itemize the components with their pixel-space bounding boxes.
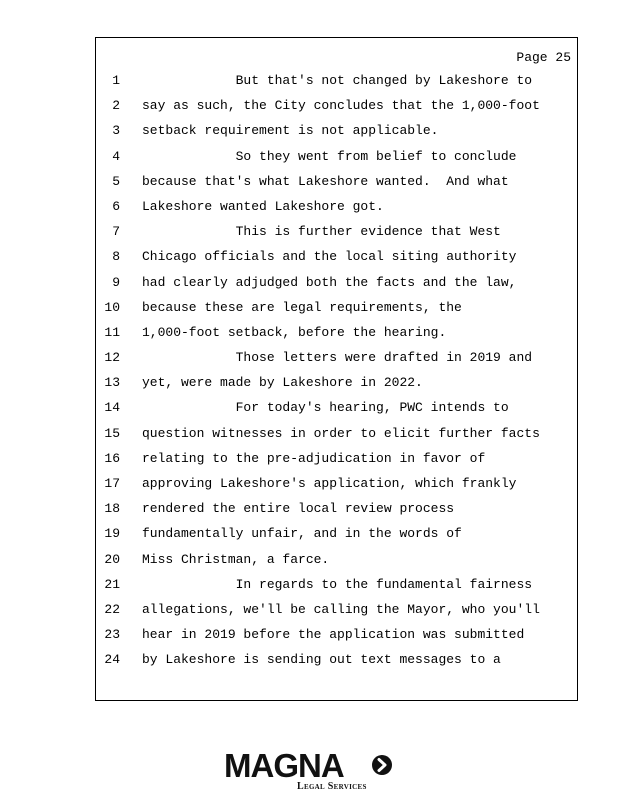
line-text: 1,000-foot setback, before the hearing.	[142, 324, 447, 340]
line-number: 9	[112, 274, 120, 290]
line-text: This is further evidence that West	[142, 224, 501, 240]
line-number: 24	[104, 652, 120, 668]
transcript-line	[96, 224, 577, 249]
transcript-line	[96, 602, 577, 627]
transcript-line	[96, 501, 577, 526]
transcript-line	[96, 325, 577, 350]
line-number: 11	[104, 324, 120, 340]
line-number: 3	[112, 123, 120, 139]
line-text: say as such, the City concludes that the 1,000-foot	[142, 98, 540, 114]
transcript-line	[96, 552, 577, 577]
line-text: question witnesses in order to elicit further facts	[142, 425, 540, 441]
line-text: Those letters were drafted in 2019 and	[142, 350, 533, 366]
line-text: approving Lakeshore's application, which frankly	[142, 476, 517, 491]
line-number: 20	[104, 551, 120, 567]
line-text: So they went from belief to conclude	[142, 148, 517, 164]
line-number: 21	[104, 576, 120, 592]
line-text: Miss Christman, a farce.	[142, 551, 330, 567]
line-number: 2	[112, 98, 120, 114]
transcript-line	[96, 476, 577, 501]
line-text: rendered the entire local review process	[142, 501, 455, 517]
line-number: 7	[112, 224, 120, 240]
transcript-line	[96, 577, 577, 602]
transcript-line	[96, 149, 577, 174]
transcript-line	[96, 400, 577, 425]
logo-wordmark: MAGNA	[224, 747, 344, 784]
line-number: 6	[112, 198, 120, 214]
line-text: In regards to the fundamental fairness	[142, 576, 533, 592]
line-number: 18	[104, 501, 120, 517]
line-number: 16	[104, 450, 120, 466]
transcript-line	[96, 451, 577, 476]
line-number: 5	[112, 173, 120, 189]
line-text: fundamentally unfair, and in the words of	[142, 526, 462, 542]
line-text: yet, were made by Lakeshore in 2022.	[142, 375, 423, 391]
transcript-line	[96, 123, 577, 148]
transcript-line	[96, 98, 577, 123]
transcript-line	[96, 652, 577, 677]
transcript-lines	[96, 73, 577, 678]
line-number: 22	[104, 601, 120, 617]
transcript-line	[96, 249, 577, 274]
line-number: 15	[104, 425, 120, 441]
logo-subtitle: Legal Services	[297, 781, 367, 792]
line-text: Chicago officials and the local siting authority	[142, 249, 517, 265]
line-number: 14	[104, 400, 120, 416]
line-text: setback requirement is not applicable.	[142, 123, 439, 139]
line-number: 10	[104, 299, 120, 315]
line-text: Lakeshore wanted Lakeshore got.	[142, 198, 384, 214]
transcript-page	[95, 37, 578, 701]
line-text: hear in 2019 before the application was submitted	[142, 627, 525, 643]
line-text: But that's not changed by Lakeshore to	[142, 73, 533, 88]
line-text: by Lakeshore is sending out text messages to a	[142, 652, 501, 668]
line-number: 1	[112, 73, 120, 88]
line-text: because that's what Lakeshore wanted. And what	[142, 173, 509, 189]
line-number: 12	[104, 350, 120, 366]
line-text: allegations, we'll be calling the Mayor, who you'll	[142, 601, 540, 617]
line-number: 23	[104, 627, 120, 643]
transcript-line	[96, 199, 577, 224]
line-number: 19	[104, 526, 120, 542]
line-number: 4	[112, 148, 120, 164]
magna-logo	[224, 748, 399, 794]
line-number: 8	[112, 249, 120, 265]
transcript-line	[96, 275, 577, 300]
transcript-line	[96, 300, 577, 325]
transcript-line	[96, 73, 577, 98]
transcript-line	[96, 627, 577, 652]
line-text: had clearly adjudged both the facts and the law,	[142, 274, 517, 290]
line-text: For today's hearing, PWC intends to	[142, 400, 509, 416]
transcript-line	[96, 526, 577, 551]
line-number: 13	[104, 375, 120, 391]
line-number: 17	[104, 476, 120, 491]
transcript-line	[96, 350, 577, 375]
line-text: relating to the pre-adjudication in favor of	[142, 450, 486, 466]
page-number: Page 25	[516, 50, 571, 65]
chevron-right-circle-icon	[371, 754, 393, 776]
transcript-line	[96, 174, 577, 199]
line-text: because these are legal requirements, the	[142, 299, 462, 315]
transcript-line	[96, 426, 577, 451]
transcript-line	[96, 375, 577, 400]
